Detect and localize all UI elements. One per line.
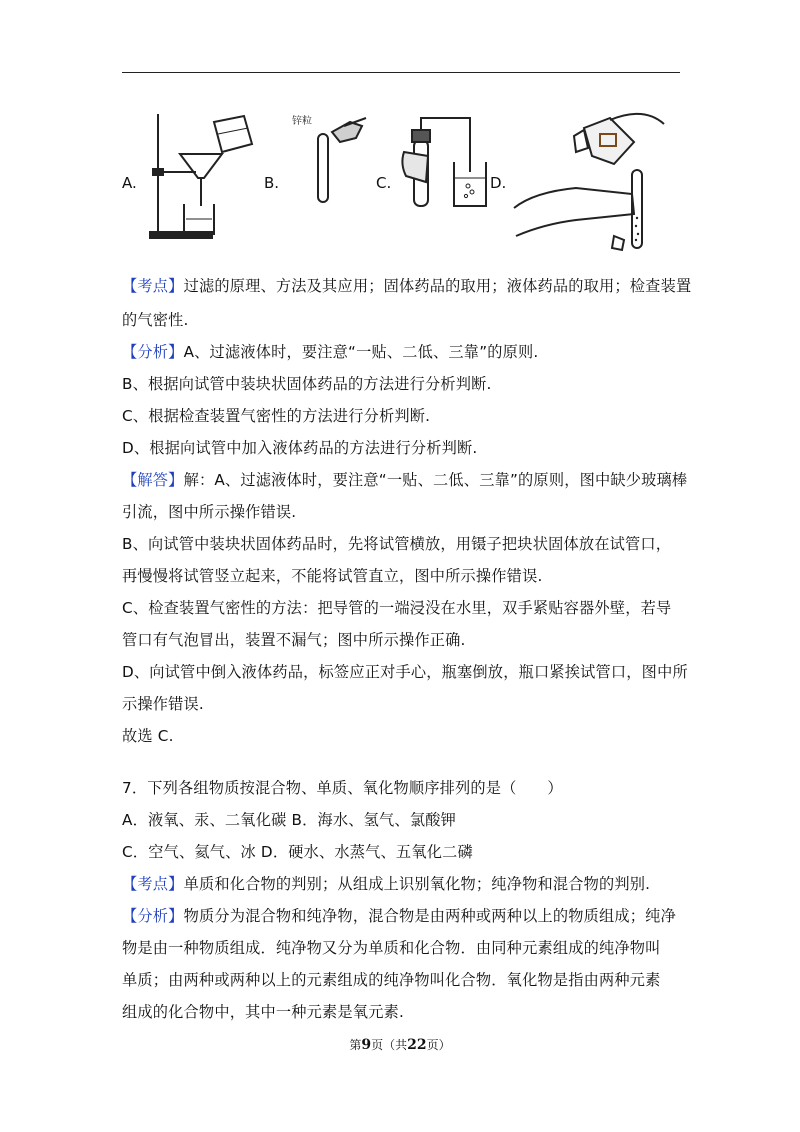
q6-jieda-line1 xyxy=(122,470,687,490)
q6-kaodian-line1 xyxy=(122,276,691,296)
option-c-label: C. xyxy=(376,174,392,192)
q6-jieda-text1: 解：A、过滤液体时，要注意“一贴、二低、三靠”的原则，图中缺少玻璃棒 xyxy=(183,471,688,489)
q7-fenxi-line1 xyxy=(122,906,676,926)
footer-mid: 页（共 xyxy=(371,1038,408,1052)
q7-options-cd: C．空气、氦气、冰 D．硬水、水蒸气、五氧化二磷 xyxy=(122,843,473,861)
q6-jieda-line5: C、检查装置气密性的方法：把导管的一端浸没在水里，双手紧贴容器外壁，若导 xyxy=(122,599,672,617)
fenxi-tag: 【分析】 xyxy=(122,907,184,925)
q6-kaodian-text1: 过滤的原理、方法及其应用；固体药品的取用；液体药品的取用；检查装置 xyxy=(183,277,692,295)
q6-fenxi-line1 xyxy=(122,342,538,362)
fenxi-tag: 【分析】 xyxy=(122,343,184,361)
q6-jieda-line2: 引流，图中所示操作错误. xyxy=(122,503,297,521)
q6-answer: 故选 C. xyxy=(122,727,174,745)
q6-fenxi-line3: C、根据检查装置气密性的方法进行分析判断. xyxy=(122,407,431,425)
option-b-label: B. xyxy=(264,174,280,192)
q7-fenxi-text1: 物质分为混合物和纯净物，混合物是由两种或两种以上的物质组成；纯净 xyxy=(183,907,676,925)
header-rule xyxy=(122,72,680,73)
filtration-apparatus-figure xyxy=(148,114,258,244)
footer-suffix: 页） xyxy=(426,1038,451,1052)
q7-fenxi-line3: 单质；由两种或两种以上的元素组成的纯净物叫化合物．氧化物是指由两种元素 xyxy=(122,971,661,989)
pouring-liquid-figure xyxy=(514,108,684,258)
q6-fenxi-text1: A、过滤液体时，要注意“一贴、二低、三靠”的原则. xyxy=(183,343,539,361)
q7-kaodian-line1 xyxy=(122,874,650,894)
q6-fenxi-line4: D、根据向试管中加入液体药品的方法进行分析判断. xyxy=(122,439,478,457)
q6-kaodian-line2: 的气密性. xyxy=(122,311,189,329)
q6-fenxi-line2: B、根据向试管中装块状固体药品的方法进行分析判断. xyxy=(122,375,492,393)
kaodian-tag: 【考点】 xyxy=(122,875,184,893)
q7-options-ab: A．液氧、汞、二氧化碳 B．海水、氢气、氯酸钾 xyxy=(122,811,456,829)
q7-kaodian-text1: 单质和化合物的判别；从组成上识别氧化物；纯净物和混合物的判别. xyxy=(183,875,651,893)
q6-jieda-line3: B、向试管中装块状固体药品时，先将试管横放，用镊子把块状固体放在试管口， xyxy=(122,535,672,553)
q6-jieda-line8: 示操作错误. xyxy=(122,695,204,713)
page-number: 9 xyxy=(361,1037,372,1053)
kaodian-tag: 【考点】 xyxy=(122,277,184,295)
page-footer xyxy=(0,1036,800,1053)
total-pages: 22 xyxy=(407,1037,427,1053)
airtightness-check-figure xyxy=(398,112,490,212)
figure-row xyxy=(122,108,682,248)
q6-jieda-line6: 管口有气泡冒出，装置不漏气；图中所示操作正确. xyxy=(122,631,466,649)
zinc-granule-test-tube-figure xyxy=(292,112,372,212)
option-d-label: D. xyxy=(490,174,507,192)
footer-prefix: 第 xyxy=(349,1038,362,1052)
zinc-caption: 锌粒 xyxy=(292,116,312,127)
q7-stem: 7．下列各组物质按混合物、单质、氧化物顺序排列的是（ ） xyxy=(122,779,563,797)
q7-fenxi-line4: 组成的化合物中，其中一种元素是氧元素. xyxy=(122,1003,405,1021)
jieda-tag: 【解答】 xyxy=(122,471,184,489)
q6-jieda-line4: 再慢慢将试管竖立起来，不能将试管直立，图中所示操作错误. xyxy=(122,567,543,585)
q7-fenxi-line2: 物是由一种物质组成．纯净物又分为单质和化合物．由同种元素组成的纯净物叫 xyxy=(122,939,661,957)
option-a-label: A. xyxy=(122,174,137,192)
q6-jieda-line7: D、向试管中倒入液体药品，标签应正对手心，瓶塞倒放，瓶口紧挨试管口，图中所 xyxy=(122,663,688,681)
